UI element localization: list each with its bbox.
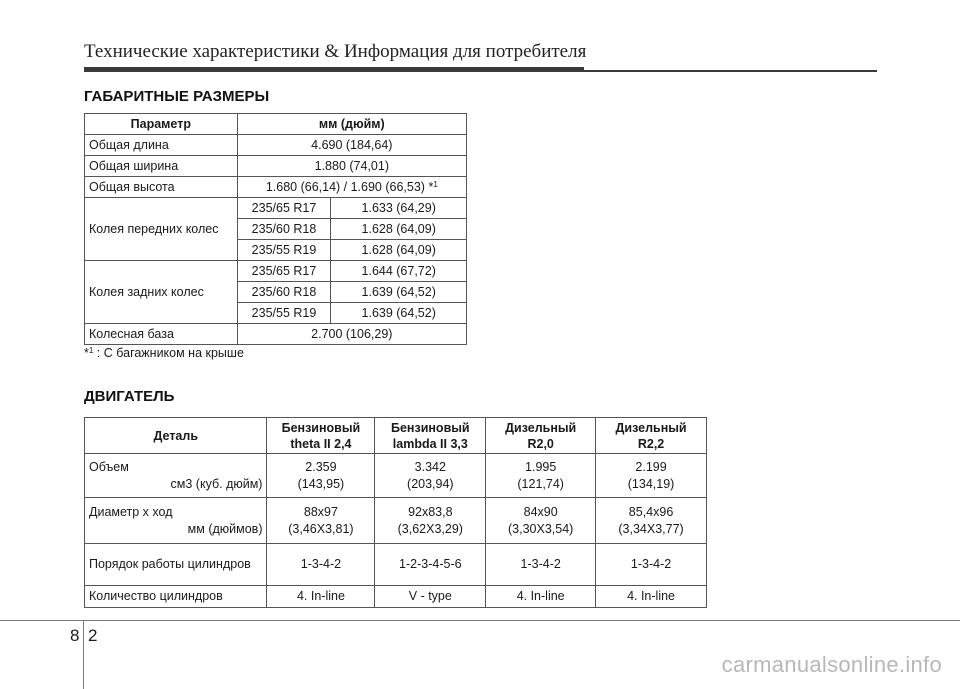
bore-value: 85,4x96 (3,34X3,77) [596,498,707,544]
dimensions-table [84,113,467,345]
table-row [85,498,707,544]
table-row [85,454,707,498]
header-rule-thin [584,70,877,72]
footer-rule [0,620,960,621]
col-theta-header: Бензиновый theta II 2,4 [267,418,375,454]
table-row [85,177,467,198]
col-lambda-header: Бензиновый lambda II 3,3 [375,418,486,454]
wheelbase-label: Колесная база [85,324,238,345]
footnote-mark: * [84,346,89,360]
displacement-value: 2.359 (143,95) [267,454,375,498]
table-row [85,135,467,156]
page-number: 2 [88,626,98,645]
firing-value: 1-3-4-2 [267,544,375,586]
cyl-value: V - type [375,586,486,608]
displacement-value: 1.995 (121,74) [486,454,596,498]
col-param-header: Параметр [85,114,238,135]
bore-value: 92x83,8 (3,62X3,29) [375,498,486,544]
bore-value: 84x90 (3,30X3,54) [486,498,596,544]
footnote-sup: 1 [88,346,94,355]
bore-unit: мм (дюймов) [187,521,263,536]
firing-value: 1-3-4-2 [596,544,707,586]
engine-title: ДВИГАТЕЛЬ [84,388,175,405]
cyl-label: Количество цилиндров [85,586,267,608]
front-track-value: 1.628 (64,09) [331,219,467,240]
rear-tire: 235/60 R18 [237,282,331,303]
table-row [85,156,467,177]
width-value: 1.880 (74,01) [237,156,466,177]
rear-track-label: Колея задних колес [85,261,238,324]
chapter-title: Технические характеристики & Информация для потребителя [84,41,587,62]
bore-label: Диаметр x ход мм (дюймов) [85,498,267,544]
footnote [84,346,244,360]
rear-track-value: 1.639 (64,52) [331,282,467,303]
table-row [85,324,467,345]
col-r22-header: Дизельный R2,2 [596,418,707,454]
cyl-value: 4. In-line [596,586,707,608]
front-tire: 235/55 R19 [237,240,331,261]
cyl-value: 4. In-line [267,586,375,608]
rear-tire: 235/55 R19 [237,303,331,324]
displacement-value: 3.342 (203,94) [375,454,486,498]
firing-value: 1-2-3-4-5-6 [375,544,486,586]
displacement-value: 2.199 (134,19) [596,454,707,498]
page-chapter-number: 8 [70,626,80,645]
front-track-label: Колея передних колес [85,198,238,261]
height-label: Общая высота [85,177,238,198]
height-value: 1.680 (66,14) / 1.690 (66,53) * [265,180,434,194]
table-row [85,544,707,586]
wheelbase-value: 2.700 (106,29) [237,324,466,345]
table-header-row [85,114,467,135]
rear-track-value: 1.644 (67,72) [331,261,467,282]
watermark: carmanualsonline.info [721,652,942,677]
engine-table [84,417,707,608]
table-row [85,198,467,219]
cyl-value: 4. In-line [486,586,596,608]
height-footnote-ref: 1 [433,180,438,189]
displacement-unit: см3 (куб. дюйм) [170,476,263,491]
length-value: 4.690 (184,64) [237,135,466,156]
firing-label: Порядок работы цилиндров [85,544,267,586]
col-value-header: мм (дюйм) [237,114,466,135]
length-label: Общая длина [85,135,238,156]
table-row [85,261,467,282]
front-tire: 235/60 R18 [237,219,331,240]
col-r20-header: Дизельный R2,0 [486,418,596,454]
displacement-label: Объем см3 (куб. дюйм) [85,454,267,498]
col-detail-header: Деталь [85,418,267,454]
rear-track-value: 1.639 (64,52) [331,303,467,324]
width-label: Общая ширина [85,156,238,177]
table-header-row [85,418,707,454]
front-track-value: 1.628 (64,09) [331,240,467,261]
front-track-value: 1.633 (64,29) [331,198,467,219]
rear-tire: 235/65 R17 [237,261,331,282]
footnote-text: : С багажником на крыше [93,346,244,360]
footer-divider [83,620,84,689]
dimensions-title: ГАБАРИТНЫЕ РАЗМЕРЫ [84,88,270,105]
height-value-cell [237,177,466,198]
front-tire: 235/65 R17 [237,198,331,219]
firing-value: 1-3-4-2 [486,544,596,586]
bore-value: 88x97 (3,46X3,81) [267,498,375,544]
table-row [85,586,707,608]
header-rule [84,67,584,72]
